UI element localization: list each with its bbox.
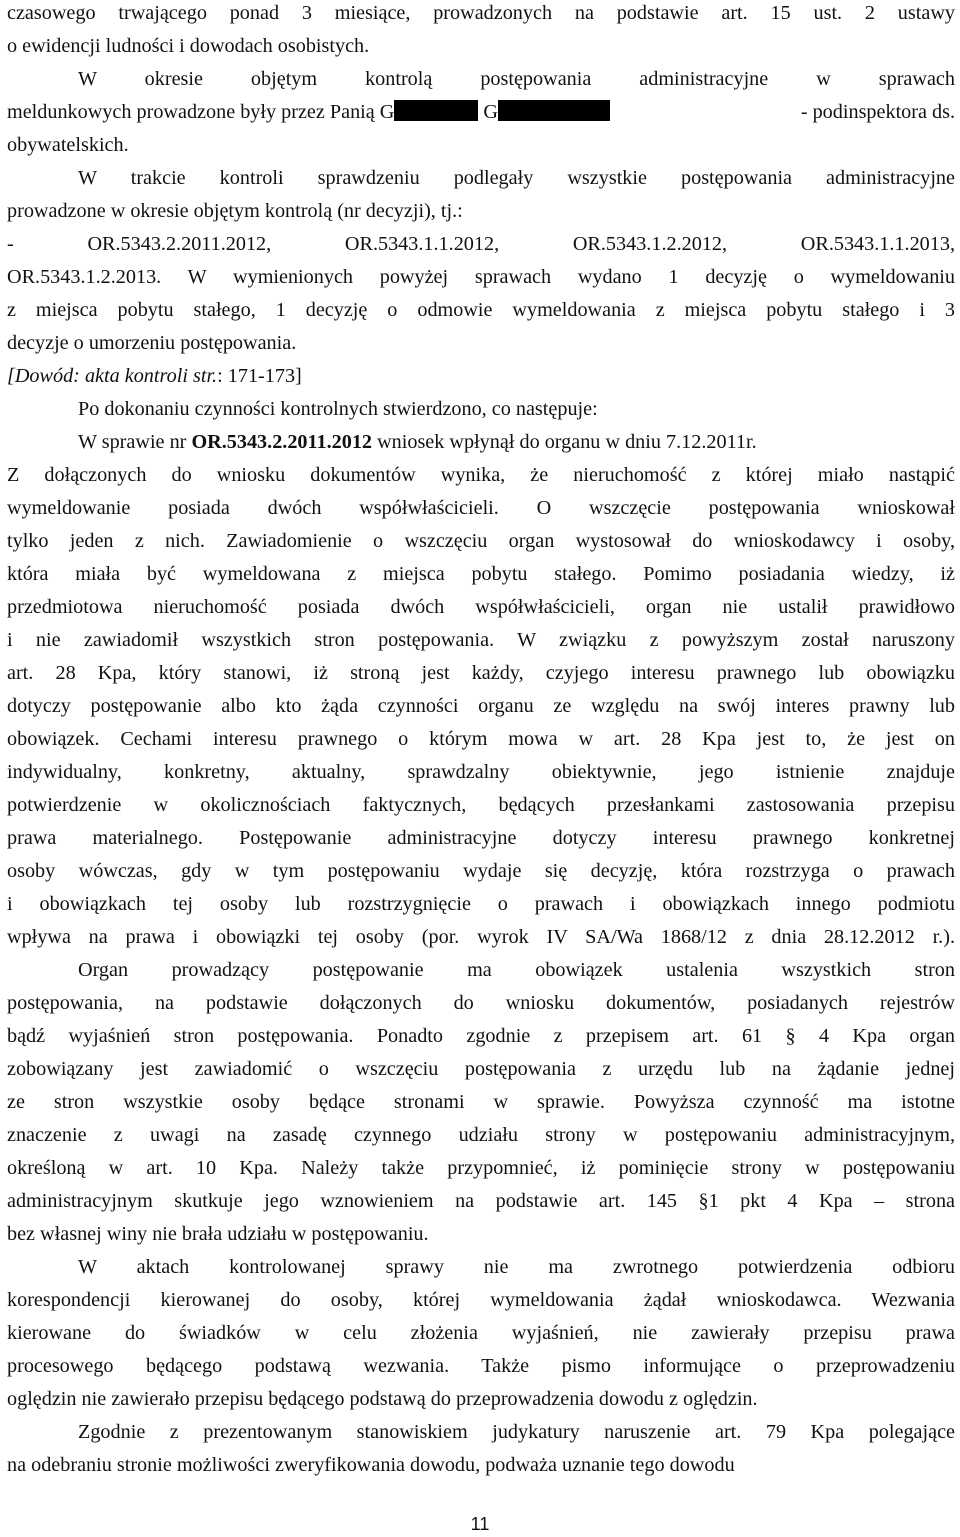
text-line: kierowane do świadków w celu złożenia wyjaśnień, nie zawierały przepisu prawa <box>7 1322 955 1344</box>
text-span: -173] <box>258 365 302 387</box>
text-line: procesowego będącego podstawą wezwania. Także pismo informujące o przeprowadzeniu <box>7 1355 955 1377</box>
text-line: osoby wówczas, gdy w tym postępowaniu wydaje się decyzję, która rozstrzyga o prawach <box>7 860 955 882</box>
case-number: OR.5343.2.2011.2012 <box>191 431 373 453</box>
text-line: administracyjnym skutkuje jego wznowieniem na podstawie art. 145 §1 pkt 4 Kpa – strona <box>7 1190 955 1212</box>
text-line: o ewidencji ludności i dowodach osobistych. <box>7 35 370 57</box>
text-line: korespondencji kierowanej do osoby, której wymeldowania żądał wnioskodawca. Wezwania <box>7 1289 955 1311</box>
paragraph-start <box>7 426 955 459</box>
text-line: przedmiotowa nieruchomość posiada dwóch współwłaścicieli, organ nie ustalił prawidłowo <box>7 596 955 618</box>
text-line: Z dołączonych do wniosku dokumentów wynika, że nieruchomość z której miało nastąpić <box>7 464 955 486</box>
text-line: z miejsca pobytu stałego, 1 decyzję o odmowie wymeldowania z miejsca pobytu stałego i 3 <box>7 299 955 321</box>
evidence-reference <box>7 360 955 393</box>
text-span: W sprawie nr <box>78 431 192 453</box>
text-line: zobowiązany jest zawiadomić o wszczęciu postępowania z urzędu lub na żądanie jednej <box>7 1058 955 1080</box>
text-line: prawa materialnego. Postępowanie administracyjne dotyczy interesu prawnego konkretnej <box>7 827 955 849</box>
text-line: postępowania, na podstawie dołączonych do wniosku dokumentów, posiadanych rejestrów <box>7 992 955 1014</box>
text-line: art. 28 Kpa, który stanowi, iż stroną jest każdy, czyjego interesu prawnego lub obowiązku <box>7 662 955 684</box>
text-line: indywidualny, konkretny, aktualny, sprawdzalny obiektywnie, jego istnienie znajduje <box>7 761 955 783</box>
text-line: obowiązek. Cechami interesu prawnego o którym mowa w art. 28 Kpa jest to, że jest on <box>7 728 955 750</box>
text-line: oględzin nie zawierało przepisu będącego podstawą do przeprowadzenia dowodu z oględzin. <box>7 1388 758 1410</box>
paragraph-start: W aktach kontrolowanej sprawy nie ma zwrotnego potwierdzenia odbioru <box>78 1256 955 1278</box>
text-line: bez własnej winy nie brała udziału w postępowaniu. <box>7 1223 429 1245</box>
text-line: wymeldowanie posiada dwóch współwłaścicieli. O wszczęcie postępowania wnioskował <box>7 497 955 519</box>
text-span: wniosek wpłynął do organu w dniu 7.12.2011r. <box>372 431 757 453</box>
text-line: prowadzone w okresie objętym kontrolą (nr decyzji), tj.: <box>7 200 463 222</box>
text-line: określoną w art. 10 Kpa. Należy także przypomnieć, iż pominięcie strony w postępowaniu <box>7 1157 955 1179</box>
text-line: i nie zawiadomił wszystkich stron postępowania. W związku z powyższym został naruszony <box>7 629 955 651</box>
text-line: ze stron wszystkie osoby będące stronami w sprawie. Powyższa czynność ma istotne <box>7 1091 955 1113</box>
text-line: która miała być wymeldowana z miejsca pobytu stałego. Pomimo posiadania wiedzy, iż <box>7 563 955 585</box>
text-line <box>7 96 955 129</box>
text-line: czasowego trwającego ponad 3 miesiące, prowadzonych na podstawie art. 15 ust. 2 ustawy <box>7 2 955 24</box>
text-line: potwierdzenie w okolicznościach faktycznych, będących przesłankami zastosowania przepisu <box>7 794 955 816</box>
text-line: znaczenie z uwagi na zasadę czynnego udziału strony w postępowaniu administracyjnym, <box>7 1124 955 1146</box>
redaction-bar <box>498 100 610 121</box>
text-line: i obowiązkach tej osoby lub rozstrzygnięcie o prawach i obowiązkach innego podmiotu <box>7 893 955 915</box>
text-line: dotyczy postępowanie albo kto żąda czynności organu ze względu na swój interes prawny lub <box>7 695 955 717</box>
page-number: 11 <box>470 1514 490 1534</box>
text-span: meldunkowych prowadzone były przez Panią G <box>7 101 395 123</box>
text-span: G <box>483 101 499 123</box>
text-span: : 171 <box>217 365 259 387</box>
text-span: [Dowód: akta kontroli str. <box>7 365 218 387</box>
text-line: obywatelskich. <box>7 134 129 156</box>
text-line: decyzje o umorzeniu postępowania. <box>7 332 297 354</box>
case-list-line: - OR.5343.2.2011.2012, OR.5343.1.1.2012, OR.5343.1.2.2012, OR.5343.1.1.2013, <box>7 233 955 255</box>
text-line: na odebraniu stronie możliwości zweryfikowania dowodu, podważa uznanie tego dowodu <box>7 1454 735 1476</box>
paragraph-start: Organ prowadzący postępowanie ma obowiązek ustalenia wszystkich stron <box>78 959 955 981</box>
paragraph-start: W trakcie kontroli sprawdzeniu podlegały wszystkie postępowania administracyjne <box>78 167 955 189</box>
text-line: bądź wyjaśnień stron postępowania. Ponadto zgodnie z przepisem art. 61 § 4 Kpa organ <box>7 1025 955 1047</box>
text-line: tylko jeden z nich. Zawiadomienie o wszczęciu organ wystosował do wnioskodawcy i osoby, <box>7 530 955 552</box>
text-span: - podinspektora ds. <box>800 101 955 123</box>
paragraph-start: W okresie objętym kontrolą postępowania administracyjne w sprawach <box>78 68 955 90</box>
paragraph-start: Zgodnie z prezentowanym stanowiskiem judykatury naruszenie art. 79 Kpa polegające <box>78 1421 955 1443</box>
text-line: wpływa na prawa i obowiązki tej osoby (por. wyrok IV SA/Wa 1868/12 z dnia 28.12.2012 r.). <box>7 926 955 948</box>
text-line: OR.5343.1.2.2013. W wymienionych powyżej sprawach wydano 1 decyzję o wymeldowaniu <box>7 266 955 288</box>
redaction-bar <box>394 100 478 121</box>
paragraph-start: Po dokonaniu czynności kontrolnych stwierdzono, co następuje: <box>78 398 598 420</box>
